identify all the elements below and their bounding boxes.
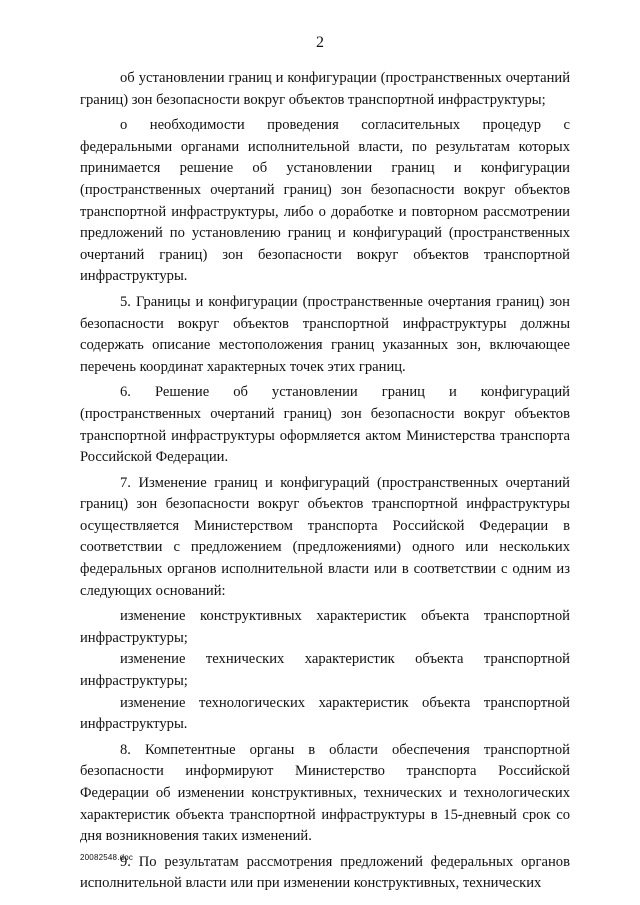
document-filename-footer: 20082548.doc	[80, 853, 134, 862]
paragraph-item-7: 7. Изменение границ и конфигураций (пространственных очертаний границ) зон безопасности вокруг объектов транспортной инфраструктуры осуществляется Министерством транспорта Российской Федерации в соответствии с предложением (предложениями) одного или нескольких федеральных органов исполнительной власти или в соответствии с одним из следующих оснований:	[80, 474, 570, 599]
document-body	[80, 68, 570, 899]
list-item-technical: изменение технических характеристик объекта транспортной инфраструктуры;	[80, 651, 570, 690]
paragraph-boundaries-decision: об установлении границ и конфигурации (пространственных очертаний границ) зон безопасности вокруг объектов транспортной инфраструктуры;	[80, 70, 570, 108]
list-item-technological: изменение технологических характеристик объекта транспортной инфраструктуры.	[80, 694, 570, 733]
paragraph-conciliation-procedures: о необходимости проведения согласительных процедур с федеральными органами исполнительной власти, по результатам которых принимается решение об установлении границ и конфигурации (пространственных очертаний границ) зон безопасности вокруг объектов транспортной инфраструктуры, либо о доработке и повторном рассмотрении предложений по установлению границ и конфигураций (пространственных очертаний границ) зон безопасности вокруг объектов транспортной инфраструктуры.	[80, 117, 570, 285]
paragraph-item-5: 5. Границы и конфигурации (пространственные очертания границ) зон безопасности вокруг объектов транспортной инфраструктуры должны содержать описание местоположения границ указанных зон, включающее перечень координат характерных точек этих границ.	[80, 293, 570, 375]
paragraph-item-8: 8. Компетентные органы в области обеспечения транспортной безопасности информируют Министерство транспорта Российской Федерации об изменении конструктивных, технических и технологических характеристик объекта транспортной инфраструктуры в 15-дневный срок со дня возникновения таких изменений.	[80, 741, 570, 845]
paragraph-item-9: 9. По результатам рассмотрения предложений федеральных органов исполнительной власти или при изменении конструктивных, технических	[80, 853, 570, 892]
list-item-constructive: изменение конструктивных характеристик объекта транспортной инфраструктуры;	[80, 608, 570, 646]
paragraph-item-6: 6. Решение об установлении границ и конфигураций (пространственных очертаний границ) зон безопасности вокруг объектов транспортной инфраструктуры оформляется актом Министерства транспорта Российской Федерации.	[80, 384, 570, 466]
page-number: 2	[316, 34, 324, 51]
